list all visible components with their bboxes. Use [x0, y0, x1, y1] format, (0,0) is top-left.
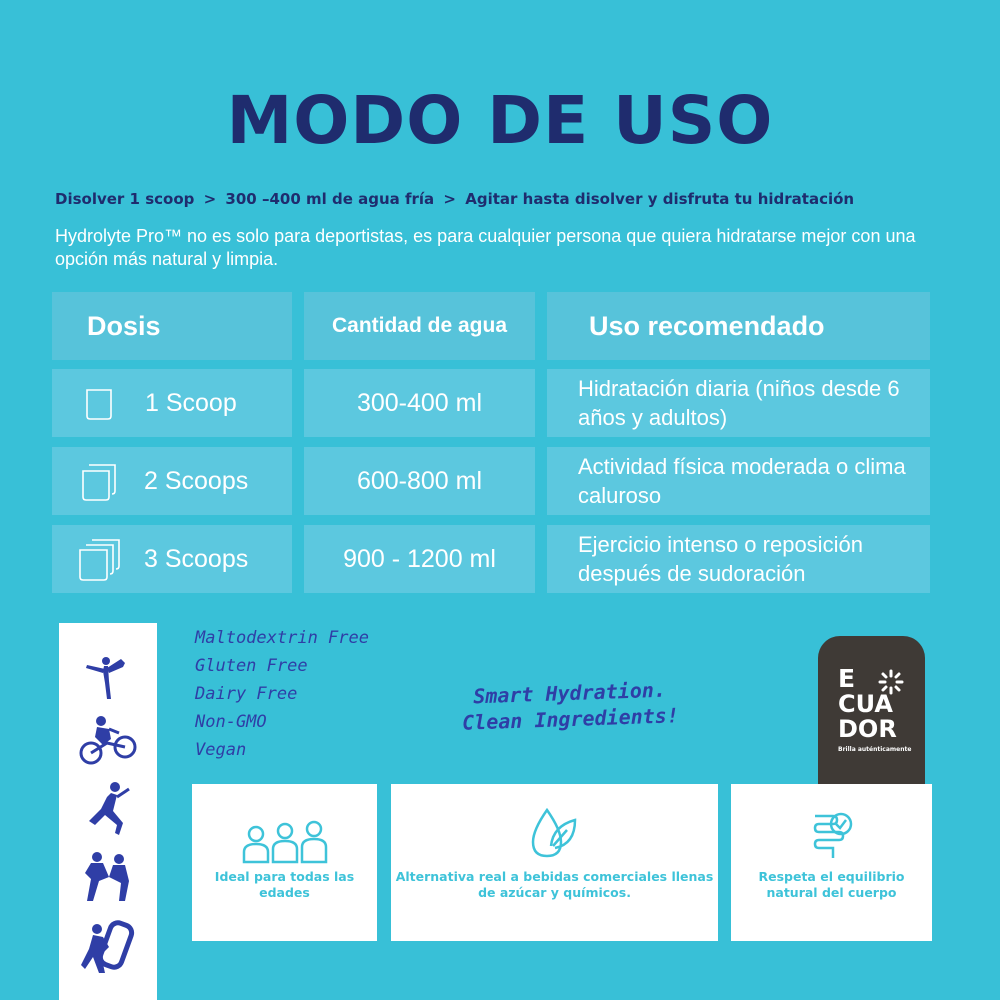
free-from-list	[195, 624, 369, 764]
ecuador-badge	[818, 636, 925, 786]
table-row	[52, 369, 292, 437]
card-text: Ideal para todas las edades	[214, 869, 355, 900]
people-icon	[242, 820, 328, 864]
feature-card	[731, 784, 932, 941]
dose-value: 2 Scoops	[144, 466, 249, 495]
use-value: Hidratación diaria (niños desde 6 años y adultos)	[547, 369, 930, 437]
water-value: 300-400 ml	[304, 369, 535, 437]
water-value: 900 - 1200 ml	[304, 525, 535, 593]
yoga-pose-icon	[81, 651, 131, 701]
table-row	[52, 447, 292, 515]
list-item: Non-GMO	[195, 712, 267, 732]
feature-card	[391, 784, 718, 941]
dose-value: 1 Scoop	[145, 388, 237, 417]
fighters-icon	[79, 851, 137, 905]
bmx-rider-icon	[79, 715, 139, 769]
header-water: Cantidad de agua	[304, 292, 535, 360]
list-item: Maltodextrin Free	[195, 628, 369, 648]
step-3: Agitar hasta disolver y disfruta tu hidratación	[465, 190, 855, 208]
dose-value: 3 Scoops	[144, 544, 249, 573]
step-2: 300 –400 ml de agua fría	[225, 190, 435, 208]
list-item: Gluten Free	[195, 656, 308, 676]
card-text: Respeta el equilibrio natural del cuerpo	[758, 869, 905, 900]
scoop-icon	[85, 386, 115, 422]
step-separator: >	[443, 190, 456, 208]
intro-text: Hydrolyte Pro™ no es solo para deportistas, es para cualquier persona que quiera hidratarse mejor con una opción más natural y limpia.	[55, 226, 916, 269]
tire-flip-icon	[81, 919, 137, 977]
digestion-icon	[809, 810, 855, 862]
slogan-line: Smart Hydration.	[472, 677, 667, 709]
list-item: Vegan	[195, 740, 247, 760]
scoop-icon	[80, 462, 120, 502]
header-use: Uso recomendado	[547, 292, 930, 360]
card-text: Alternativa real a bebidas comerciales llenas de azúcar y químicos.	[395, 869, 714, 900]
slogan	[419, 675, 721, 737]
athletes-sidebar	[59, 623, 157, 1000]
usage-steps	[55, 190, 955, 208]
feature-card	[192, 784, 377, 941]
ecuador-tagline: Brilla auténticamente	[838, 746, 912, 753]
step-separator: >	[203, 190, 217, 208]
drop-leaf-icon	[529, 806, 579, 862]
ecuador-text: DOR	[838, 715, 897, 743]
ecuador-text: CUA	[838, 690, 893, 718]
header-dose: Dosis	[52, 292, 292, 360]
use-value: Actividad física moderada o clima caluroso	[547, 447, 930, 515]
runner-icon	[83, 781, 133, 837]
use-value: Ejercicio intenso o reposición después de sudoración	[547, 525, 930, 593]
list-item: Dairy Free	[195, 684, 298, 704]
page-title: MODO DE USO	[226, 82, 774, 159]
water-value: 600-800 ml	[304, 447, 535, 515]
step-1: Disolver 1 scoop	[55, 190, 195, 208]
slogan-line: Clean Ingredients!	[461, 703, 680, 735]
scoop-icon	[77, 538, 123, 582]
table-row	[52, 525, 292, 593]
ecuador-letter: E	[838, 664, 856, 693]
